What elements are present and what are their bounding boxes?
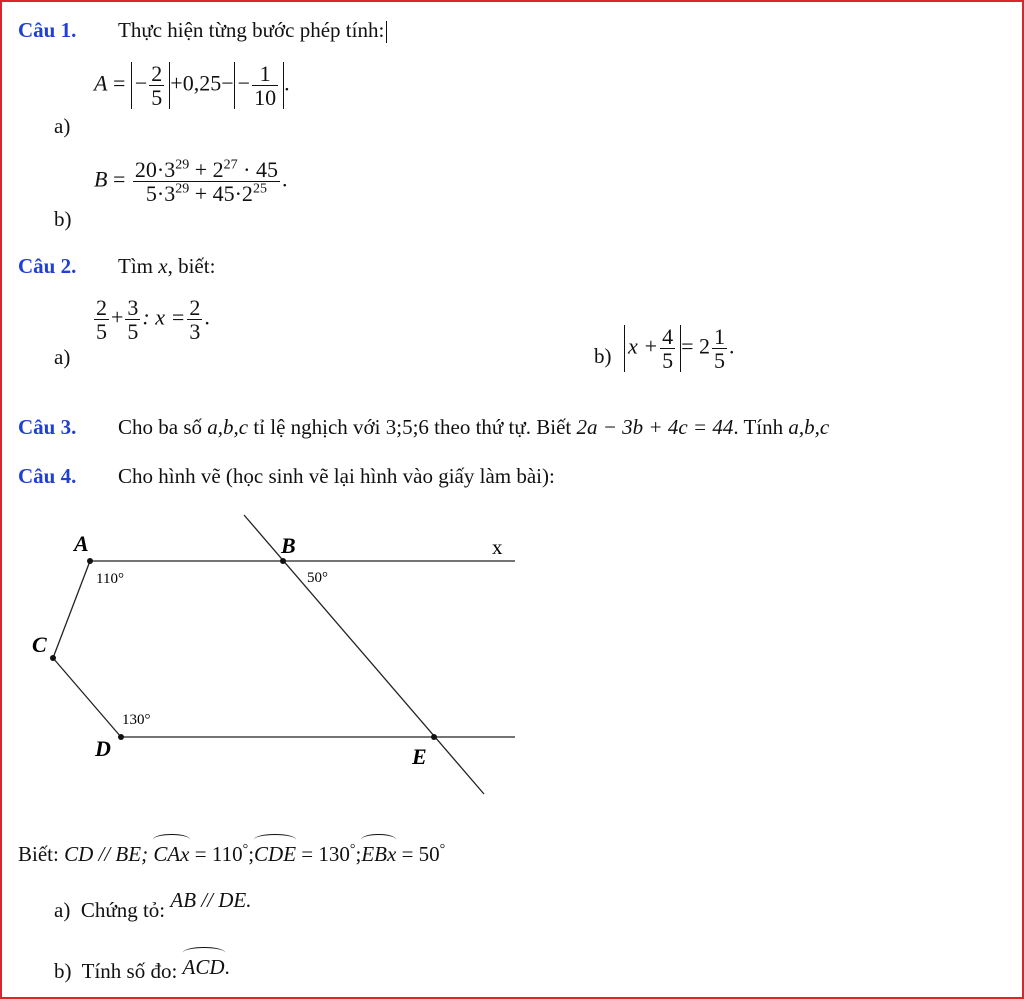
question-2a-expression [92,296,210,343]
angle-EBx: EBx [361,838,396,867]
line-BE [244,515,484,794]
den-part: + 45·2 [189,181,253,207]
big-fraction-denominator [133,182,280,205]
question-3-label: Câu 3. [18,415,77,439]
period: . [281,166,288,192]
equals-two: = 2 [681,333,711,359]
question-4a-math: AB // DE. [170,888,252,912]
text-1: Cho ba số [118,415,202,439]
frac-num: 4 [662,324,674,349]
frac-den: 3 [189,319,201,345]
div-x-eq: : x = [142,304,186,330]
question-4a [54,888,252,923]
x-plus: x + [628,333,659,359]
segment-CD [53,658,121,737]
frac-num: 1 [714,324,726,349]
exp: 29 [175,157,190,173]
angle-CAx: CAx [153,838,189,867]
question-1-label: Câu 1. [18,18,77,42]
equals-sign: = [112,70,126,96]
text-4: . Tính [733,415,784,439]
question-1a-label: a) [54,114,71,138]
question-1a-expression: A = − $\frac{2}{5}$ +0,25− − $\frac{1}{10}$ . [94,61,290,111]
label-A: A [74,531,89,556]
question-1b-expression [94,158,287,205]
separator: ; [248,842,255,866]
frac-den: 5 [662,348,674,374]
question-2b-expression [624,325,735,372]
question-4b [54,955,230,984]
period: . [284,70,290,96]
exp: 25 [252,181,267,197]
frac-den: 5 [96,319,107,345]
var-x: x [158,254,168,278]
dot-D [118,734,124,740]
question-4a-text: Chứng tỏ: [80,898,166,922]
label-E: E [412,744,427,769]
question-2-text [118,254,215,279]
text-post: , biết: [167,254,216,278]
value-3: = 50 [396,842,440,866]
frac-num: 1 [252,62,278,86]
var-B: B [94,166,108,192]
big-fraction [133,158,280,205]
big-fraction-numerator [133,158,280,182]
degree: ° [349,842,356,857]
question-1-text [118,18,387,43]
text-pre: Tìm [118,254,153,278]
value-1: = 110 [189,842,243,866]
angle-CDE: CDE [254,838,296,867]
text-3: theo thứ tự. Biết [434,415,572,439]
separator: ; [355,842,362,866]
question-4a-label: a) [54,898,71,922]
question-2-label: Câu 2. [18,254,77,278]
exp: 27 [223,157,238,173]
question-4-label: Câu 4. [18,464,77,488]
question-2b-label: b) [594,344,612,368]
text-cursor [386,21,387,43]
given-label: Biết: [18,842,59,866]
period: . [729,333,735,359]
question-4b-label: b) [54,959,72,983]
value-2: = 130 [296,842,350,866]
geometry-figure [0,500,540,810]
angle-ACD: ACD [183,951,225,980]
frac-num: 2 [151,61,163,86]
exp: 29 [175,181,190,197]
abs-value-2: − $\frac{1}{10}$ [234,62,284,109]
angle-D-value: 130° [122,712,151,728]
degree: ° [439,842,446,857]
num-part: · 45 [237,157,278,182]
question-1b-label: b) [54,207,72,231]
equation: 2a − 3b + 4c = 44 [576,415,734,439]
ratio: 3;5;6 [385,415,429,439]
label-C: C [32,632,47,657]
frac-den: 5 [714,348,726,374]
equals-sign: = [112,166,126,192]
label-D: D [95,736,111,761]
frac-num: 3 [127,295,139,320]
question-3-text [118,415,829,440]
question-1-prompt: Thực hiện từng bước phép tính: [118,18,385,42]
degree: ° [242,842,249,857]
den-part: 5·3 [145,181,176,207]
num-part: 20·3 [134,157,176,182]
period: . [224,955,230,979]
angle-B-value: 50° [307,570,328,586]
angle-A-value: 110° [96,571,124,587]
dot-E [431,734,437,740]
vars-abc: a,b,c [207,415,249,439]
period: . [204,304,210,330]
abs-value-1: − $\frac{2}{5}$ [131,62,170,109]
label-B: B [281,533,296,558]
question-4b-text: Tính số đo: [81,959,178,983]
frac-num: 2 [96,295,107,320]
dot-C [50,655,56,661]
dot-B [280,558,286,564]
abs-value [624,325,681,372]
text-2: tỉ lệ nghịch với [253,415,381,439]
num-part: + 2 [189,157,224,182]
frac-den: 5 [151,85,163,111]
var-A: A [94,70,108,96]
frac-den: 10 [254,85,277,111]
condition-parallel: CD // BE; [64,842,149,866]
given-statement [18,838,445,867]
middle-term: +0,25 [170,70,222,96]
question-2a-label: a) [54,345,71,369]
plus-sign: + [111,304,124,330]
dot-A [87,558,93,564]
vars-abc-2: a,b,c [788,415,830,439]
frac-num: 2 [189,295,201,320]
frac-den: 5 [127,319,139,345]
segment-AC [53,561,90,658]
question-4-text: Cho hình vẽ (học sinh vẽ lại hình vào giấy làm bài): [118,464,555,488]
label-x: x [492,535,503,559]
